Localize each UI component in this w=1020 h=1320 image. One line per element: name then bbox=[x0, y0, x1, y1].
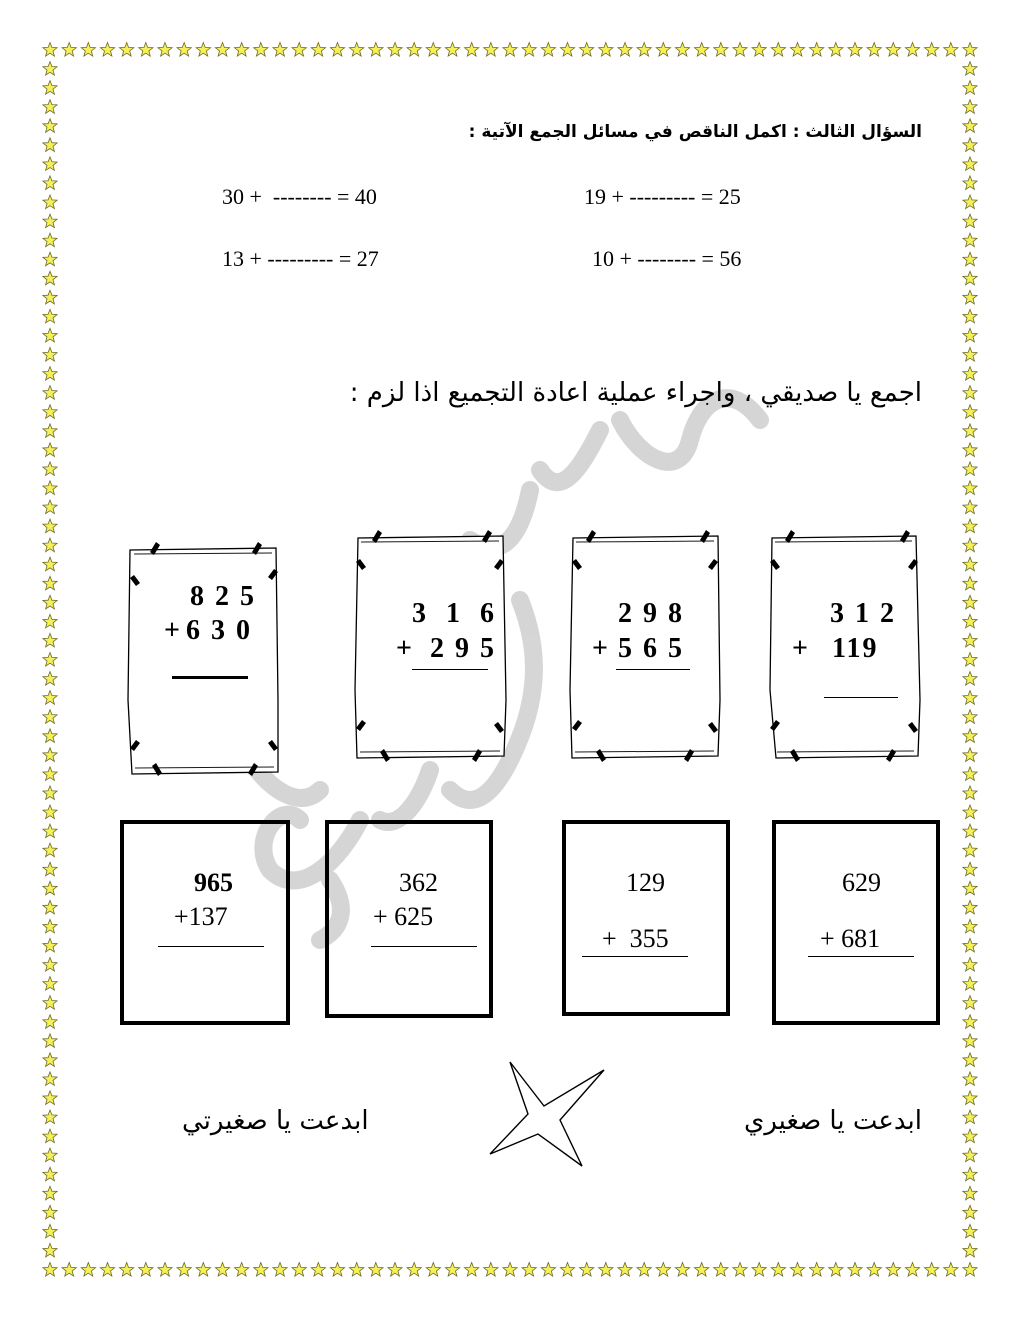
paper-problem-4-sign: + bbox=[164, 615, 182, 646]
answer-line bbox=[808, 956, 914, 957]
equation-4: 13 + --------- = 27 bbox=[222, 246, 379, 271]
answer-line bbox=[172, 676, 248, 679]
equation-1: 19 + --------- = 25 bbox=[584, 184, 741, 209]
answer-line bbox=[158, 946, 264, 947]
paper-problem-1-bottom: 119 bbox=[832, 633, 879, 664]
box-problem-4 bbox=[120, 820, 290, 1025]
question-title: السؤال الثالث : اكمل الناقص في مسائل الجمع الآتية : bbox=[468, 122, 922, 142]
answer-line bbox=[582, 956, 688, 957]
paper-problem-4-bottom: 6 3 0 bbox=[186, 615, 252, 646]
paper-problem-3-top: 3 1 6 bbox=[412, 598, 496, 629]
paper-problem-2-bottom: 5 6 5 bbox=[618, 633, 684, 664]
four-point-star-icon bbox=[486, 1058, 612, 1170]
answer-line bbox=[824, 697, 898, 698]
paper-problem-3-bottom: 2 9 5 bbox=[430, 633, 496, 664]
praise-boy: ابدعت يا صغيري bbox=[743, 1106, 922, 1136]
paper-problem-1-top: 3 1 2 bbox=[830, 598, 896, 629]
equation-2: 30 + -------- = 40 bbox=[222, 184, 377, 209]
box-problem-2 bbox=[562, 820, 730, 1016]
praise-girl: ابدعت يا صغيرتي bbox=[182, 1106, 369, 1136]
paper-problem-1-sign: + bbox=[792, 633, 810, 664]
box-problem-1 bbox=[772, 820, 940, 1025]
answer-line bbox=[616, 669, 690, 670]
box-problem-1-top: 629 bbox=[842, 868, 881, 897]
paper-problem-2-sign: + bbox=[592, 633, 610, 664]
answer-line bbox=[412, 669, 488, 670]
equation-3: 10 + -------- = 56 bbox=[592, 246, 742, 271]
box-problem-2-bottom: + 355 bbox=[602, 924, 669, 953]
box-problem-1-bottom: + 681 bbox=[820, 924, 881, 953]
answer-line bbox=[371, 946, 477, 947]
box-problem-3-bottom: + 625 bbox=[373, 902, 434, 931]
box-problem-3-top: 362 bbox=[399, 868, 438, 897]
instruction-text: اجمع يا صديقي ، واجراء عملية اعادة التجميع اذا لزم : bbox=[349, 378, 922, 408]
box-problem-3 bbox=[325, 820, 493, 1018]
paper-problem-4-top: 8 2 5 bbox=[190, 581, 256, 612]
paper-problem-3-sign: + bbox=[396, 633, 414, 664]
box-problem-4-top: 965 bbox=[194, 868, 233, 897]
box-problem-2-top: 129 bbox=[626, 868, 665, 897]
paper-problem-2-top: 2 9 8 bbox=[618, 598, 684, 629]
box-problem-4-bottom: +137 bbox=[174, 902, 228, 931]
